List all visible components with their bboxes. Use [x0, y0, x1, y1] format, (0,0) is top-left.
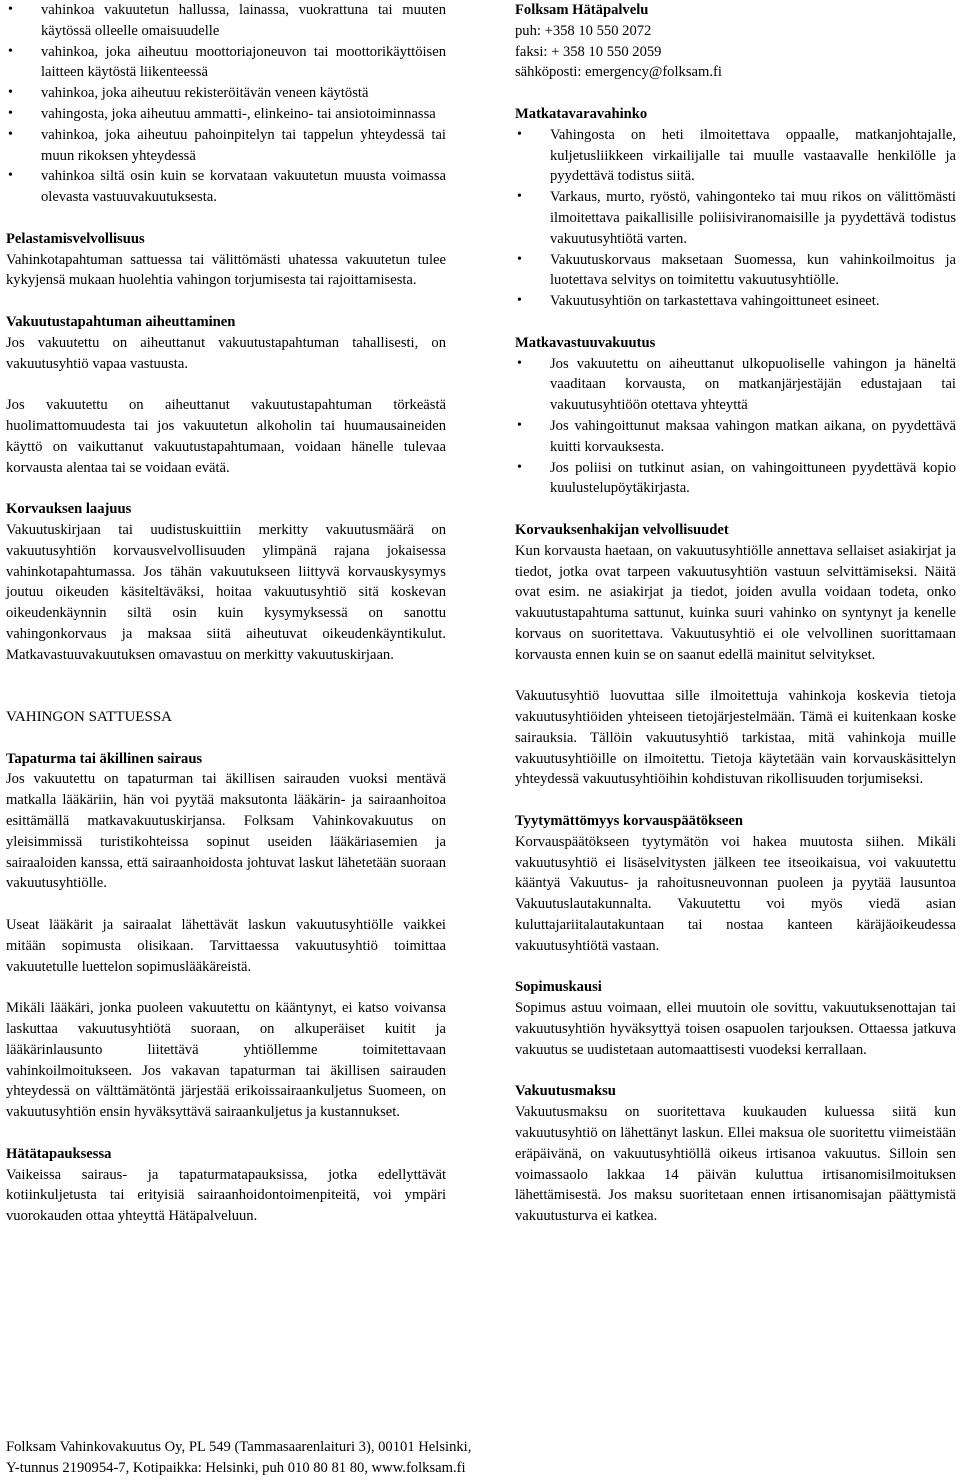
bullet-icon: •: [517, 251, 522, 267]
bullet-icon: •: [517, 355, 522, 371]
paragraph: Useat lääkärit ja sairaalat lähettävät laskun vakuutusyhtiölle vaikkei mitään sopimusta olisikaan. Tarvittaessa vakuutusyhtiö toimittaa vakuutetulle luettelon sopimuslääkäreistä.: [6, 917, 446, 975]
emergency-contact: [515, 0, 956, 83]
bullet-icon: •: [8, 85, 13, 101]
paragraph: Vahinkotapahtuman sattuessa tai välittömästi uhatessa vakuutetun tulee kykyjensä mukaan huolehtia vahingon torjumisesta tai rajoittamisesta.: [6, 251, 446, 289]
paragraph: Korvauspäätökseen tyytymätön voi hakea muutosta siihen. Mikäli vakuutusyhtiö ei lisäselvitysten jälkeen tee itseoikaisua, voi vakuutettu kääntyä Vakuutus- ja rahoitusneuvonnan puoleen ja pyytää lausuntoa Vakuutuslautakunnalta. Vakuutettu voi myös viedä asian kuluttajariitalautakuntaan tai nostaa kanteen käräjäoikeudessa vakuutusyhtiötä vastaan.: [515, 833, 956, 954]
paragraph: Sopimus astuu voimaan, ellei muutoin ole sovittu, vakuutuksenottajan tai vakuutusyhtiön hyväksyttyä toisen osapuolen tarjouksen. Ottaessa jatkuva vakuutus se uudistetaan automaattisesti vuodeksi kerrallaan.: [515, 1000, 956, 1058]
bullet-icon: •: [517, 293, 522, 309]
section-heading: Tapaturma tai äkillinen sairaus: [6, 750, 203, 767]
section-heading: Pelastamisvelvollisuus: [6, 230, 145, 247]
bullet-icon: •: [8, 2, 13, 17]
bullet-icon: •: [517, 417, 522, 433]
list-item: • Vahingosta on heti ilmoitettava oppaalle, matkanjohtajalle, kuljetusliikkeen virkailijalle tai muulle vastaavalle henkilölle ja pyydettävä todistus siitä.: [517, 126, 956, 185]
bullet-icon: •: [8, 105, 13, 121]
page-footer: [6, 1437, 956, 1479]
paragraph: Vakuutuskirjaan tai uudistuskuittiin merkitty vakuutusmäärä on vakuutusyhtiön korvausvelvollisuuden ylimpänä rajana jokaisessa vahinkotapahtumassa. Jos tähän vakuutukseen liittyvä korvauskysymys joutuu oikeuden käsiteltäväksi, hoitaa vakuutusyhtiö sitä koskevan oikeudenkäynnin siltä osin kuin kysymyksessä on sanottu vahingonkorvaus ja maksaa siitä aiheutuvat oikeudenkäyntikulut. Matkavastuuvakuutuksen omavastuu on merkitty vakuutuskirjaan.: [6, 521, 446, 663]
list-item: • vahinkoa vakuutetun hallussa, lainassa, vuokrattuna tai muuten käytössä olleelle omaisuudelle: [8, 2, 446, 39]
list-item: • vahinkoa, joka aiheutuu moottoriajoneuvon tai moottorikäyttöisen laitteen käytöstä liikenteessä: [8, 43, 446, 81]
list-item: • vahinkoa siltä osin kuin se korvataan vakuutetun muusta voimassa olevasta vastuuvakuutuksesta.: [8, 168, 446, 206]
paragraph: Mikäli lääkäri, jonka puoleen vakuutettu on kääntynyt, ei katso voivansa laskuttaa vakuutusyhtiötä suoraan, on alkuperäiset kuitit ja lääkärinlausunto liitettävä yhtiöllemme toimitettavaan vahinkoilmoitukseen. Jos vakavan tapaturman tai äkillisen sairauden yhteydessä on välttämätöntä järjestää erikoissairaankuljetus Suomeen, on vakuutusyhtiön ensin hyväksyttävä sairaankuljetus ja kustannukset.: [6, 1000, 446, 1121]
paragraph: Vakuutusmaksu on suoritettava kuukauden kuluessa siitä kun vakuutusyhtiö on lähettänyt laskun. Ellei maksua ole suoritettu viimeistään eräpäivänä, on vakuutusyhtiöllä oikeus irtisanoa vakuutus. Silloin sen voimassaolo lakkaa 14 päivän kuluttua irtisanomisilmoituksen lähettämisestä. Jos maksu suoritetaan ennen irtisanomisajan päättymistä vakuutusturva ei katkea.: [515, 1104, 956, 1225]
list-item: • Varkaus, murto, ryöstö, vahingonteko tai muu rikos on välittömästi ilmoitettava paikallisille poliisiviranomaisille ja pyydettävä todistus vakuutusyhtiötä varten.: [517, 189, 956, 247]
paragraph: Jos vakuutettu on aiheuttanut vakuutustapahtuman tahallisesti, on vakuutusyhtiö vapaa vastuusta.: [6, 334, 446, 372]
section-heading: Vakuutustapahtuman aiheuttaminen: [6, 313, 236, 330]
paragraph: Vaikeissa sairaus- ja tapaturmatapauksissa, jotka edellyttävät kotiinkuljetusta tai erityisiä sairaanhoidontoimenpiteitä, voi ympäri vuorokauden ottaa yhteyttä Hätäpalveluun.: [6, 1166, 446, 1225]
list-item: • vahinkoa, joka aiheutuu rekisteröitävän veneen käytöstä: [6, 83, 446, 104]
list-item: • Jos poliisi on tutkinut asian, on vahingoittuneen pyydettävä kopio kuulustelupöytäkirjasta.: [517, 459, 956, 497]
luggage-list: [515, 125, 956, 312]
list-item: • vahingosta, joka aiheutuu ammatti-, elinkeino- tai ansiotoiminnassa: [6, 104, 446, 125]
bullet-icon: •: [8, 43, 13, 59]
section-heading: Tyytymättömyys korvauspäätökseen: [515, 813, 743, 830]
section-heading: Vakuutusmaksu: [515, 1083, 616, 1100]
bullet-icon: •: [8, 168, 13, 184]
section-heading: Folksam Hätäpalvelu: [515, 2, 649, 18]
section-heading: Sopimuskausi: [515, 979, 602, 996]
liability-list: [515, 354, 956, 500]
paragraph: Vakuutusyhtiö luovuttaa sille ilmoitettuja vahinkoja koskevia tietoja vakuutusyhtiöiden yhteiseen tietojärjestelmään. Tämä ei kuitenkaan koske sairauksia. Tällöin vakuutusyhtiö tarkistaa, mitä vahinkoja muille vakuutusyhtiöille on ilmoitettu. Tietoja käytetään vain korvauskäsittelyn yhteydessä vakuutusyhtiöihin kohdistuvan rikollisuuden torjumiseksi.: [515, 688, 956, 788]
bullet-icon: •: [517, 189, 522, 205]
footer-line: Folksam Vahinkovakuutus Oy, PL 549 (Tammasaarenlaituri 3), 00101 Helsinki,: [6, 1439, 472, 1455]
contact-fax: faksi: + 358 10 550 2059: [515, 43, 662, 60]
major-heading: VAHINGON SATTUESSA: [6, 709, 172, 726]
bullet-icon: •: [517, 126, 522, 142]
section-heading: Matkavastuuvakuutus: [515, 334, 656, 351]
list-item: • Vakuutusyhtiön on tarkastettava vahingoittuneet esineet.: [515, 291, 956, 312]
right-column: [515, 0, 956, 1227]
list-item: • Jos vakuutettu on aiheuttanut ulkopuoliselle vahingon ja häneltä vaaditaan korvausta, on matkanjärjestäjän edustajaan tai vakuutusyhtiöön otettava yhteyttä: [517, 355, 956, 414]
list-item: • Jos vahingoittunut maksaa vahingon matkan aikana, on pyydettävä kuitti korvauksesta.: [517, 417, 956, 455]
contact-email: sähköposti: emergency@folksam.fi: [515, 64, 722, 81]
section-heading: Korvauksen laajuus: [6, 501, 132, 518]
bullet-icon: •: [8, 126, 13, 142]
left-column: [6, 0, 446, 1227]
paragraph: Jos vakuutettu on aiheuttanut vakuutustapahtuman törkeästä huolimattomuudesta tai jos vakuutetun alkoholin tai huumausaineiden käyttö on vaikuttanut vakuutustapahtumaan, voidaan hänelle tulevaa korvausta alentaa tai se voidaan evätä.: [6, 397, 446, 476]
contact-phone: puh: +358 10 550 2072: [515, 22, 652, 39]
section-heading: Hätätapauksessa: [6, 1145, 112, 1162]
section-heading: Korvauksenhakijan velvollisuudet: [515, 521, 729, 538]
list-item: • vahinkoa, joka aiheutuu pahoinpitelyn tai tappelun yhteydessä tai muun rikoksen yhteydessä: [8, 126, 446, 164]
footer-line: Y-tunnus 2190954-7, Kotipaikka: Helsinki, puh 010 80 81 80, www.folksam.fi: [6, 1459, 466, 1476]
list-item: • Vakuutuskorvaus maksetaan Suomessa, kun vahinkoilmoitus ja luotettava selvitys on toimitettu vakuutusyhtiölle.: [517, 251, 956, 289]
exclusions-list: [6, 0, 446, 208]
section-heading: Matkatavaravahinko: [515, 105, 648, 122]
bullet-icon: •: [517, 459, 522, 475]
paragraph: Jos vakuutettu on tapaturman tai äkillisen sairauden vuoksi mentävä matkalla lääkäriin, hän voi pyytää maksutonta lääkärin- ja sairaanhoitoa esittämällä matkavakuutuskirjansa. Folksam Vahinkovakuutus on yleisimmissä turistikohteissa sopinut useiden lääkäriasemien ja sairaaloiden kanssa, että sairaanhoidosta johtuvat laskut lähetetään suoraan vakuutusyhtiölle.: [6, 771, 446, 892]
paragraph: Kun korvausta haetaan, on vakuutusyhtiölle annettava sellaiset asiakirjat ja tiedot, jotka ovat tarpeen vakuutusyhtiön vastuun selvittämiseksi. Näitä ovat esim. ne asiakirjat ja tiedot, joiden avulla voidaan todeta, onko vakuutustapahtuma sattunut, kuinka suuri vahinko on syntynyt ja kenelle korvaus on suoritettava. Vakuutusyhtiö ei ole velvollinen suorittamaan korvausta ennen kuin se on saanut edellä mainitut selvitykset.: [515, 542, 956, 663]
